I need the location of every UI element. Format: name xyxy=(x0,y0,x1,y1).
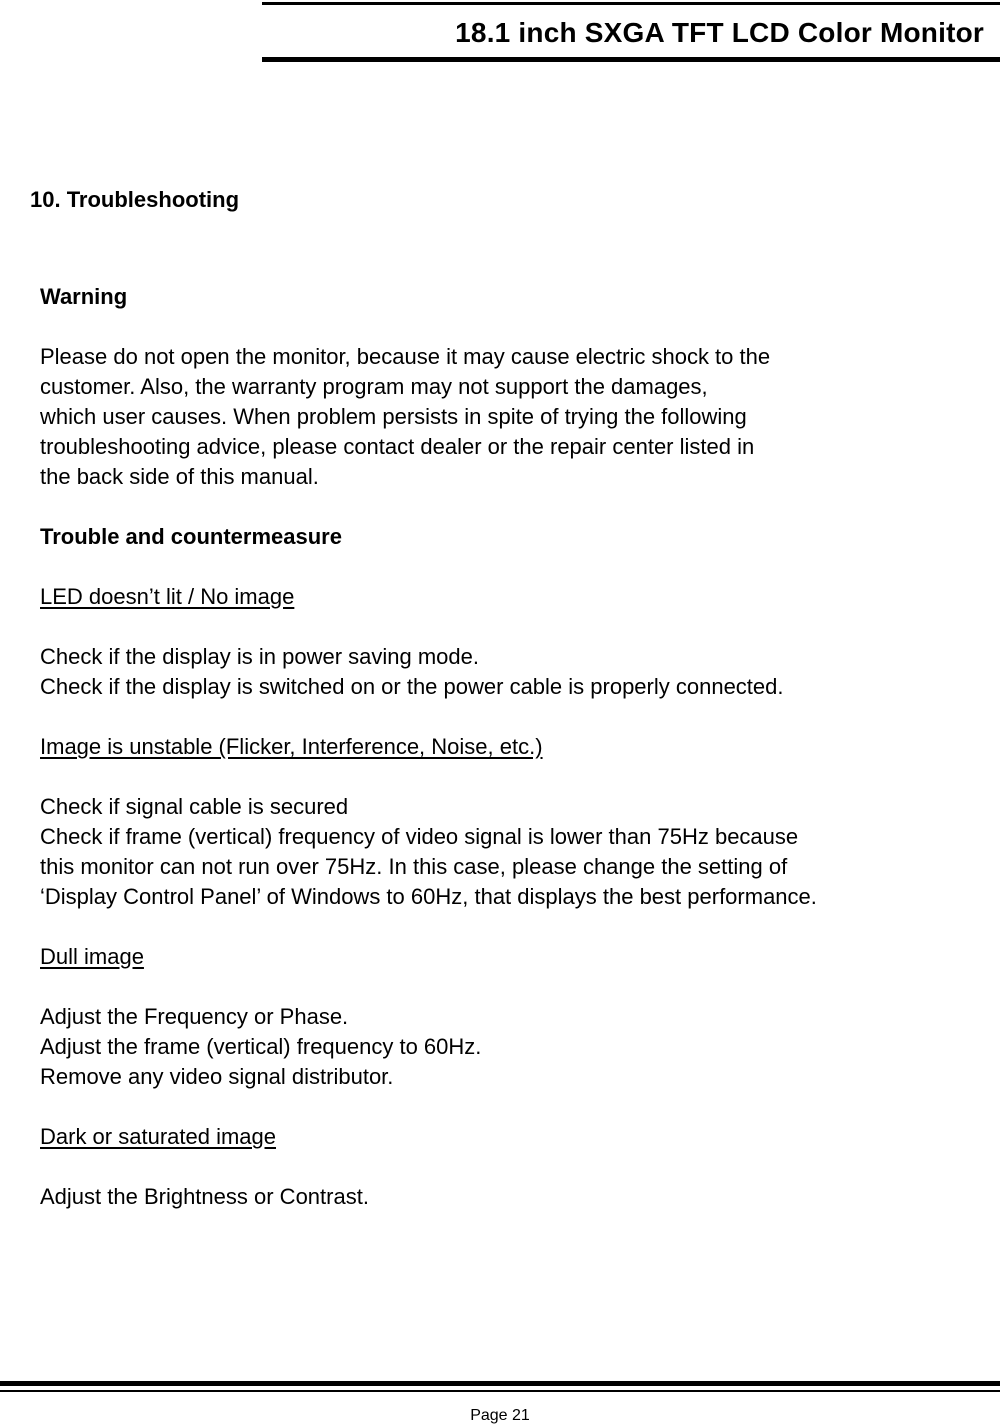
trouble-item-line: Check if the display is in power saving mode. xyxy=(40,644,479,669)
trouble-item-line: Check if frame (vertical) frequency of video signal is lower than 75Hz because xyxy=(40,824,799,849)
trouble-item-line: Adjust the Brightness or Contrast. xyxy=(40,1184,369,1209)
trouble-item-line: Adjust the Frequency or Phase. xyxy=(40,1004,349,1029)
footer-top-rule xyxy=(0,1381,1000,1386)
warning-line: which user causes. When problem persists in spite of trying the following xyxy=(40,404,747,429)
section-body xyxy=(40,282,970,1212)
trouble-item-line: ‘Display Control Panel’ of Windows to 60Hz, that displays the best performance. xyxy=(40,884,817,909)
trouble-item-line: Remove any video signal distributor. xyxy=(40,1064,394,1089)
warning-heading: Warning xyxy=(40,284,128,309)
trouble-item-title: Dull image xyxy=(40,944,144,969)
section-title: 10. Troubleshooting xyxy=(30,187,240,212)
trouble-item-title: Image is unstable (Flicker, Interference, Noise, etc.) xyxy=(40,734,543,759)
warning-line: customer. Also, the warranty program may not support the damages, xyxy=(40,374,708,399)
document-title: 18.1 inch SXGA TFT LCD Color Monitor xyxy=(455,17,984,48)
header-bottom-rule xyxy=(262,57,1000,62)
trouble-item-line: Check if the display is switched on or the power cable is properly connected. xyxy=(40,674,784,699)
page-number: Page 21 xyxy=(470,1407,530,1424)
header-top-rule xyxy=(262,2,1000,5)
warning-line: the back side of this manual. xyxy=(40,464,319,489)
warning-line: troubleshooting advice, please contact dealer or the repair center listed in xyxy=(40,434,755,459)
trouble-item-title: LED doesn’t lit / No image xyxy=(40,584,295,609)
warning-line: Please do not open the monitor, because it may cause electric shock to the xyxy=(40,344,771,369)
trouble-item-line: Adjust the frame (vertical) frequency to 60Hz. xyxy=(40,1034,482,1059)
footer-bottom-rule xyxy=(0,1390,1000,1392)
trouble-heading: Trouble and countermeasure xyxy=(40,524,342,549)
trouble-item-title: Dark or saturated image xyxy=(40,1124,276,1149)
trouble-item-line: this monitor can not run over 75Hz. In this case, please change the setting of xyxy=(40,854,788,879)
trouble-item-line: Check if signal cable is secured xyxy=(40,794,349,819)
